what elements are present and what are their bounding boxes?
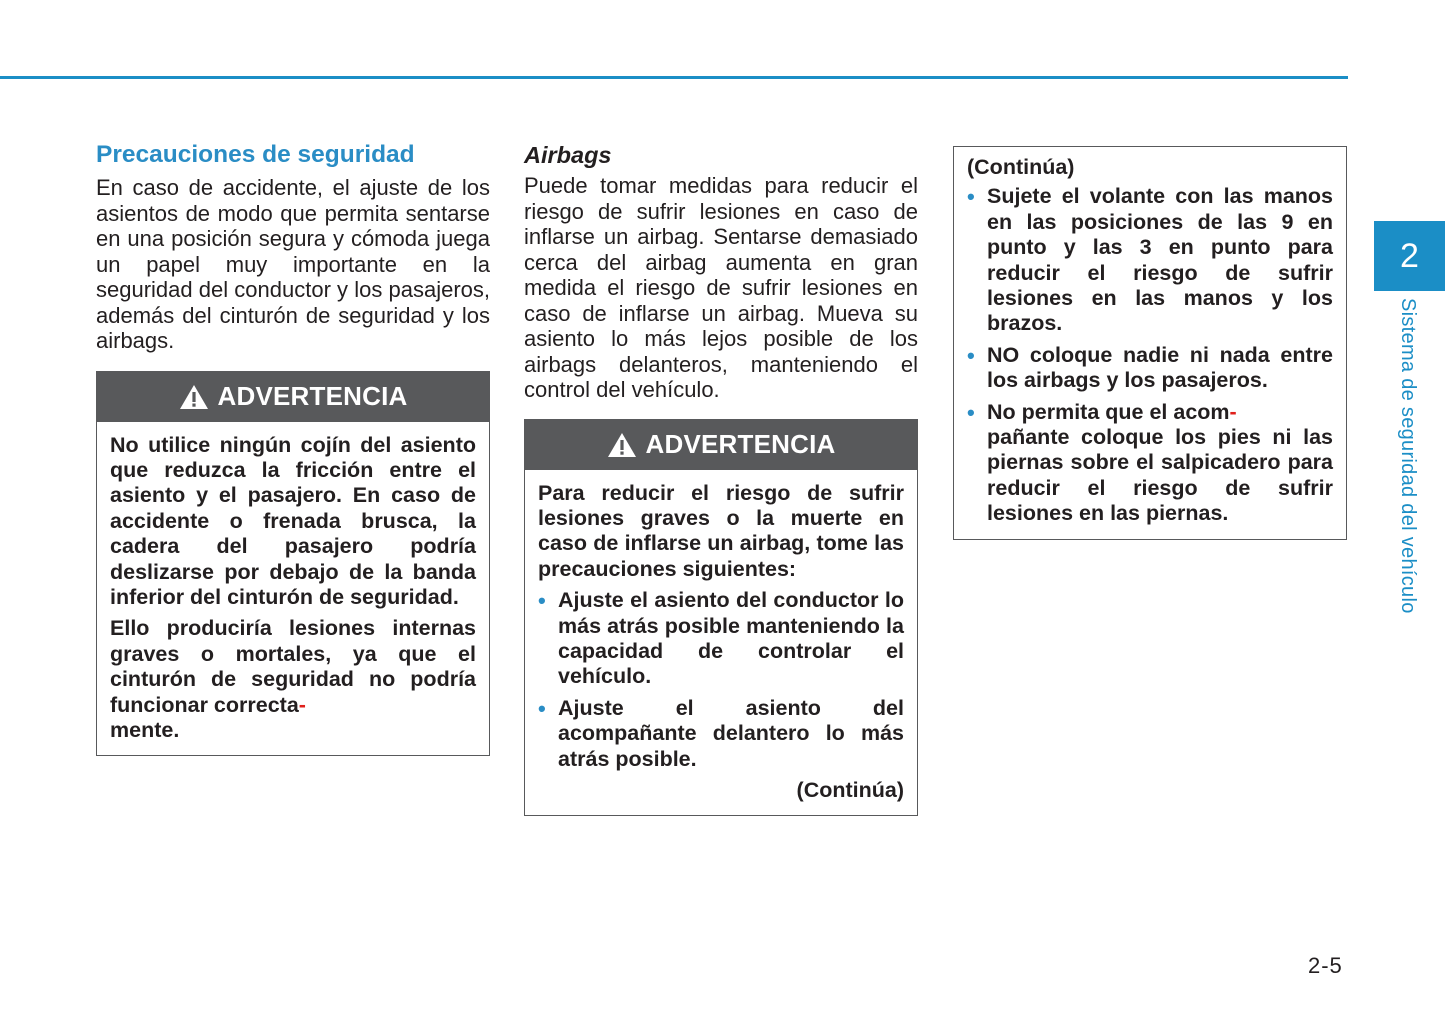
page-number: 2-5: [1308, 953, 1343, 978]
airbags-paragraph: Puede tomar medidas para reducir el riesgo de sufrir lesiones en caso de inflarse un airbag. Sentarse demasiado cerca del airbag aumenta en gran medida el riesgo de sufrir lesiones en caso de inflarse un airbag. Mueva su asiento lo más lejos posible de los airbags delanteros, manteniendo el control del vehículo.: [524, 173, 918, 402]
continued-warning-box: [953, 146, 1347, 540]
airbags-subtitle: Airbags: [524, 142, 612, 168]
bullet-icon: •: [967, 342, 975, 368]
list-item: • Ajuste el asiento del conductor lo más atrás posible manteniendo la capacidad de controlar el vehículo.: [538, 588, 904, 689]
warning-triangle-icon: [607, 432, 637, 458]
warning-heading: ADVERTENCIA: [217, 381, 408, 411]
list-item: • No permita que el acom- pañante coloque los pies ni las piernas sobre el salpicadero para reducir el riesgo de sufrir lesiones en las piernas.: [967, 399, 1333, 526]
intro-paragraph: En caso de accidente, el ajuste de los asientos de modo que permita sentarse en una posición segura y cómoda juega un papel muy importante en la seguridad del conductor y los pasajeros, además del cinturón de seguridad y los airbags.: [96, 175, 490, 353]
list-item: • Sujete el volante con las manos en las posiciones de las 9 en punto y las 3 en punto para reducir el riesgo de sufrir lesiones en las manos y los brazos.: [967, 184, 1333, 336]
bullet-icon: •: [538, 695, 546, 721]
warning-box: [96, 371, 490, 757]
continued-label: (Continúa): [967, 155, 1075, 179]
warning-paragraph-2-main: Ello produciría lesiones internas graves o mortales, ya que el cinturón de seguridad no podría funcionar correcta: [110, 616, 476, 717]
warning-paragraph-2-end: mente.: [110, 717, 180, 742]
column-2: [524, 140, 918, 816]
bullet-icon: •: [967, 184, 975, 210]
warning-bullet-list: [538, 588, 904, 772]
column-1: [96, 140, 490, 756]
hyphen-mark: -: [1229, 399, 1237, 424]
continued-label: (Continúa): [796, 777, 904, 802]
warning-header: [525, 420, 917, 470]
warning-body: [525, 470, 917, 816]
warning-lead: Para reducir el riesgo de sufrir lesiones graves o la muerte en caso de inflarse un airbag, tome las precauciones siguientes:: [538, 480, 904, 581]
warning-paragraph-2: [110, 616, 476, 743]
list-item: • Ajuste el asiento del acompañante delantero lo más atrás posible.: [538, 695, 904, 771]
warning-bullet-list: [967, 184, 1333, 526]
column-3: [953, 146, 1347, 540]
chapter-tab: 2: [1374, 221, 1445, 291]
top-rule: [0, 76, 1348, 79]
chapter-title: Sistema de seguridad del vehículo: [1397, 298, 1419, 614]
warning-paragraph-1: No utilice ningún cojín del asiento que reduzca la fricción entre el asiento y el pasajero. En caso de accidente o frenada brusca, la cadera del pasajero podría deslizarse por debajo de la banda inferior del cinturón de seguridad.: [110, 432, 476, 609]
section-title: Precauciones de seguridad: [96, 141, 415, 168]
bullet-icon: •: [538, 588, 546, 614]
warning-heading: ADVERTENCIA: [645, 429, 836, 459]
hyphen-mark: -: [298, 692, 306, 717]
list-item: • NO coloque nadie ni nada entre los airbags y los pasajeros.: [967, 342, 1333, 393]
bullet-icon: •: [967, 399, 975, 425]
warning-triangle-icon: [179, 384, 209, 410]
warning-header: [97, 372, 489, 422]
warning-box: [524, 419, 918, 817]
warning-body: [97, 422, 489, 756]
